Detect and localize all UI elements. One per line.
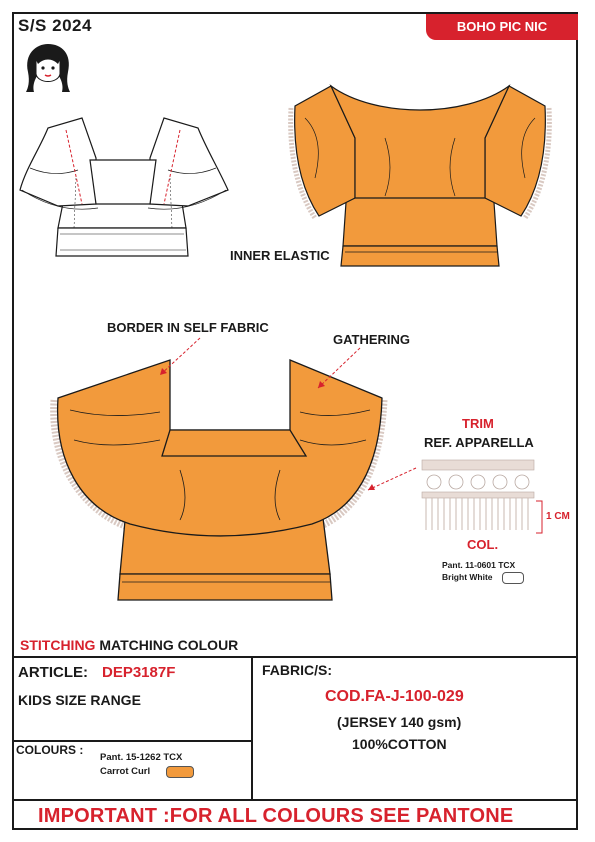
pantone-notice: IMPORTANT :FOR ALL COLOURS SEE PANTONE (38, 805, 514, 827)
lace-trim-swatch (420, 458, 536, 534)
inner-elastic-note: INNER ELASTIC (230, 248, 330, 263)
trim-color-swatch (502, 572, 524, 584)
colour-name: Carrot Curl (100, 766, 151, 777)
colour-swatch (166, 766, 194, 778)
fabric-composition: 100%COTTON (352, 736, 447, 752)
season-label: S/S 2024 (18, 16, 92, 35)
trim-measure: 1 CM (546, 511, 570, 522)
colours-label: COLOURS : (16, 743, 84, 757)
size-range: KIDS SIZE RANGE (18, 692, 141, 708)
info-grid-bottom-line (12, 799, 578, 801)
border-self-fabric-note: BORDER IN SELF FABRIC (107, 320, 269, 335)
info-grid-divider (251, 656, 253, 800)
collection-badge: BOHO PIC NIC (426, 14, 578, 40)
fabric-weight: (JERSEY 140 gsm) (337, 714, 462, 730)
trim-pantone-name: Bright White (442, 572, 493, 582)
info-grid-mid-line (12, 740, 252, 742)
colour-pantone-code: Pant. 15-1262 TCX (100, 752, 183, 763)
measure-bracket (536, 500, 544, 534)
trim-col-label: COL. (467, 537, 499, 552)
fabric-code: COD.FA-J-100-029 (325, 688, 464, 705)
trim-title: TRIM (462, 416, 494, 431)
stitching-rest: MATCHING COLOUR (95, 637, 239, 653)
stitching-note (20, 637, 238, 653)
stitching-word: STITCHING (20, 637, 96, 653)
article-label: ARTICLE: (18, 664, 88, 681)
trim-pantone-code: Pant. 11-0601 TCX (442, 560, 516, 570)
article-code: DEP3187F (102, 664, 176, 681)
trim-ref: REF. APPARELLA (424, 435, 534, 450)
gathering-note: GATHERING (333, 332, 411, 347)
fabric-label: FABRIC/S: (262, 662, 332, 678)
info-grid-top-line (12, 656, 578, 658)
